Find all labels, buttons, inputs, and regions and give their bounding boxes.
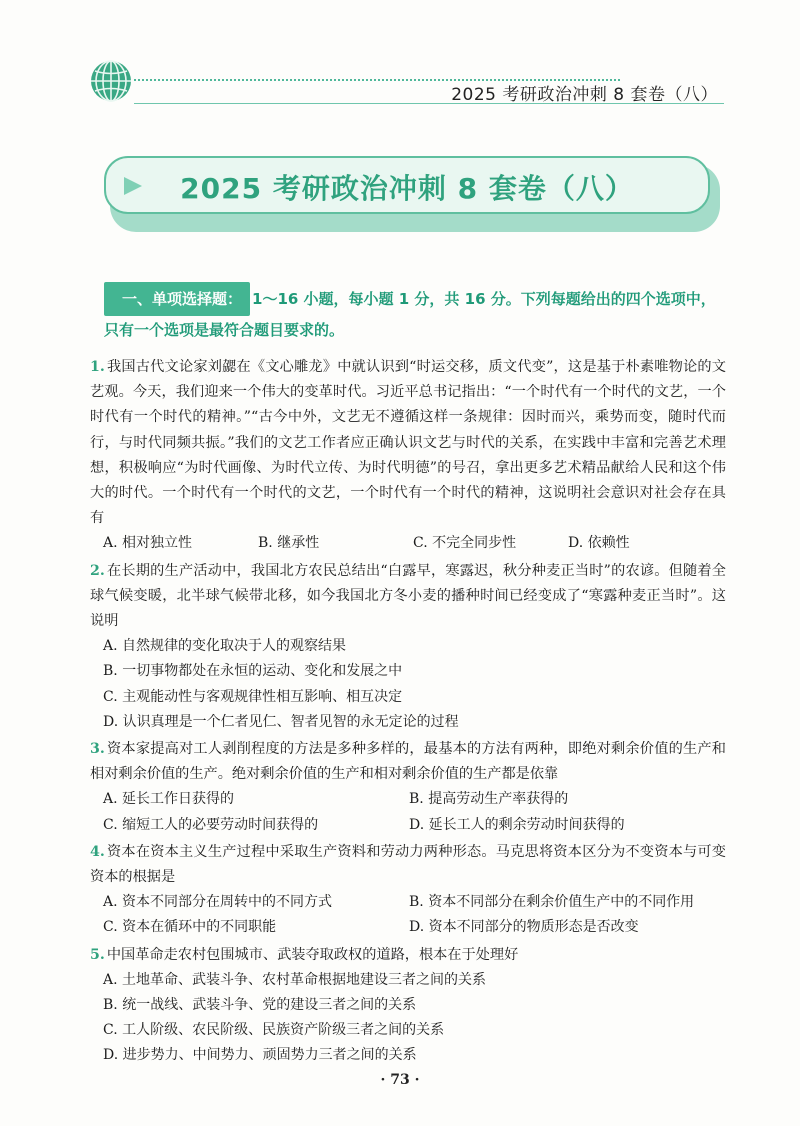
options xyxy=(90,890,726,940)
paper-title: 2025 考研政治冲刺 8 套卷（八） xyxy=(180,172,634,205)
option-c: C. 工人阶级、农民阶级、民族资产阶级三者之间的关系 xyxy=(103,1022,445,1039)
question-5 xyxy=(90,943,726,1069)
globe-icon xyxy=(89,59,133,103)
running-title: 2025 考研政治冲刺 8 套卷（八） xyxy=(451,85,718,105)
section-heading xyxy=(104,282,724,344)
question-stem: 资本在资本主义生产过程中采取生产资料和劳动力两种形态。马克思将资本区分为不变资本与可变资本的根据是 xyxy=(90,843,726,886)
question-stem: 中国革命走农村包围城市、武装夺取政权的道路，根本在于处理好 xyxy=(106,946,519,963)
question-number: 4. xyxy=(90,843,105,860)
option-a: A. 延长工作日获得的 xyxy=(103,791,235,808)
section-label: 一、单项选择题： xyxy=(104,282,250,316)
option-c: C. 资本在循环中的不同职能 xyxy=(103,919,277,936)
option-d: D. 依赖性 xyxy=(568,535,630,552)
option-c: C. 不完全同步性 xyxy=(413,535,517,552)
question-2 xyxy=(90,559,726,735)
section-block xyxy=(104,290,716,339)
page-number: · 73 · xyxy=(380,1072,420,1088)
question-stem: 我国古代文论家刘勰在《文心雕龙》中就认识到“时运交移，质文代变”，这是基于朴素唯物论的文艺观。今天，我们迎来一个伟大的变革时代。习近平总书记指出：“一个时代有一个时代的文艺，一个时代有一个时代的精神。”“古今中外，文艺无不遵循这样一条规律：因时而兴，乘势而变，随时代而行，与时代同频共振。”我们的文艺工作者应正确认识文艺与时代的关系，在实践中丰富和完善艺术理想，积极响应“为时代画像、为时代立传、为时代明德”的号召，拿出更多艺术精品献给人民和这个伟大的时代。一个时代有一个时代的文艺，一个时代有一个时代的精神，这说明社会意识对社会存在具有 xyxy=(90,359,726,527)
option-b: B. 资本不同部分在剩余价值生产中的不同作用 xyxy=(409,894,695,911)
option-b: B. 统一战线、武装斗争、党的建设三者之间的关系 xyxy=(103,997,417,1014)
option-a: A. 相对独立性 xyxy=(103,535,193,552)
question-list xyxy=(90,355,726,1071)
question-number: 5. xyxy=(90,946,105,963)
question-1 xyxy=(90,355,726,557)
option-a: A. 土地革命、武装斗争、农村革命根据地建设三者之间的关系 xyxy=(103,971,487,988)
question-number: 3. xyxy=(90,741,105,758)
banner-box xyxy=(104,156,710,214)
page-header xyxy=(0,0,800,110)
option-b: B. 提高劳动生产率获得的 xyxy=(409,791,569,808)
question-number: 1. xyxy=(90,359,105,375)
question-stem: 资本家提高对工人剥削程度的方法是多种多样的，最基本的方法有两种，即绝对剩余价值的生产和相对剩余价值的生产。绝对剩余价值的生产和相对剩余价值的生产都是依靠 xyxy=(90,741,726,783)
option-d: D. 认识真理是一个仁者见仁、智者见智的永无定论的过程 xyxy=(103,713,459,730)
question-stem: 在长期的生产活动中，我国北方农民总结出“白露早，寒露迟，秋分种麦正当时”的农谚。但随着全球气候变暖，北半球气候带北移，如今我国北方冬小麦的播种时间已经变成了“寒露种麦正当时”。这说明 xyxy=(90,562,726,630)
section-instruction: 1～16 小题，每小题 1 分，共 16 分。下列每题给出的四个选项中，只有一个选项是最符合题目要求的。 xyxy=(104,290,716,339)
option-b: B. 继承性 xyxy=(258,535,320,552)
question-number: 2. xyxy=(90,562,105,579)
option-b: B. 一切事物都处在永恒的运动、变化和发展之中 xyxy=(103,663,403,680)
option-c: C. 主观能动性与客观规律性相互影响、相互决定 xyxy=(103,688,403,705)
option-d: D. 延长工人的剩余劳动时间获得的 xyxy=(409,816,625,833)
question-4 xyxy=(90,840,726,941)
option-a: A. 自然规律的变化取决于人的观察结果 xyxy=(103,638,347,655)
title-banner xyxy=(104,156,716,226)
option-a: A. 资本不同部分在周转中的不同方式 xyxy=(103,894,333,911)
options xyxy=(90,968,726,1069)
options xyxy=(90,531,726,556)
option-d: D. 进步势力、中间势力、顽固势力三者之间的关系 xyxy=(103,1047,417,1064)
question-3 xyxy=(90,737,726,838)
options xyxy=(90,787,726,837)
option-c: C. 缩短工人的必要劳动时间获得的 xyxy=(103,816,319,833)
option-d: D. 资本不同部分的物质形态是否改变 xyxy=(409,919,639,936)
options xyxy=(90,634,726,735)
